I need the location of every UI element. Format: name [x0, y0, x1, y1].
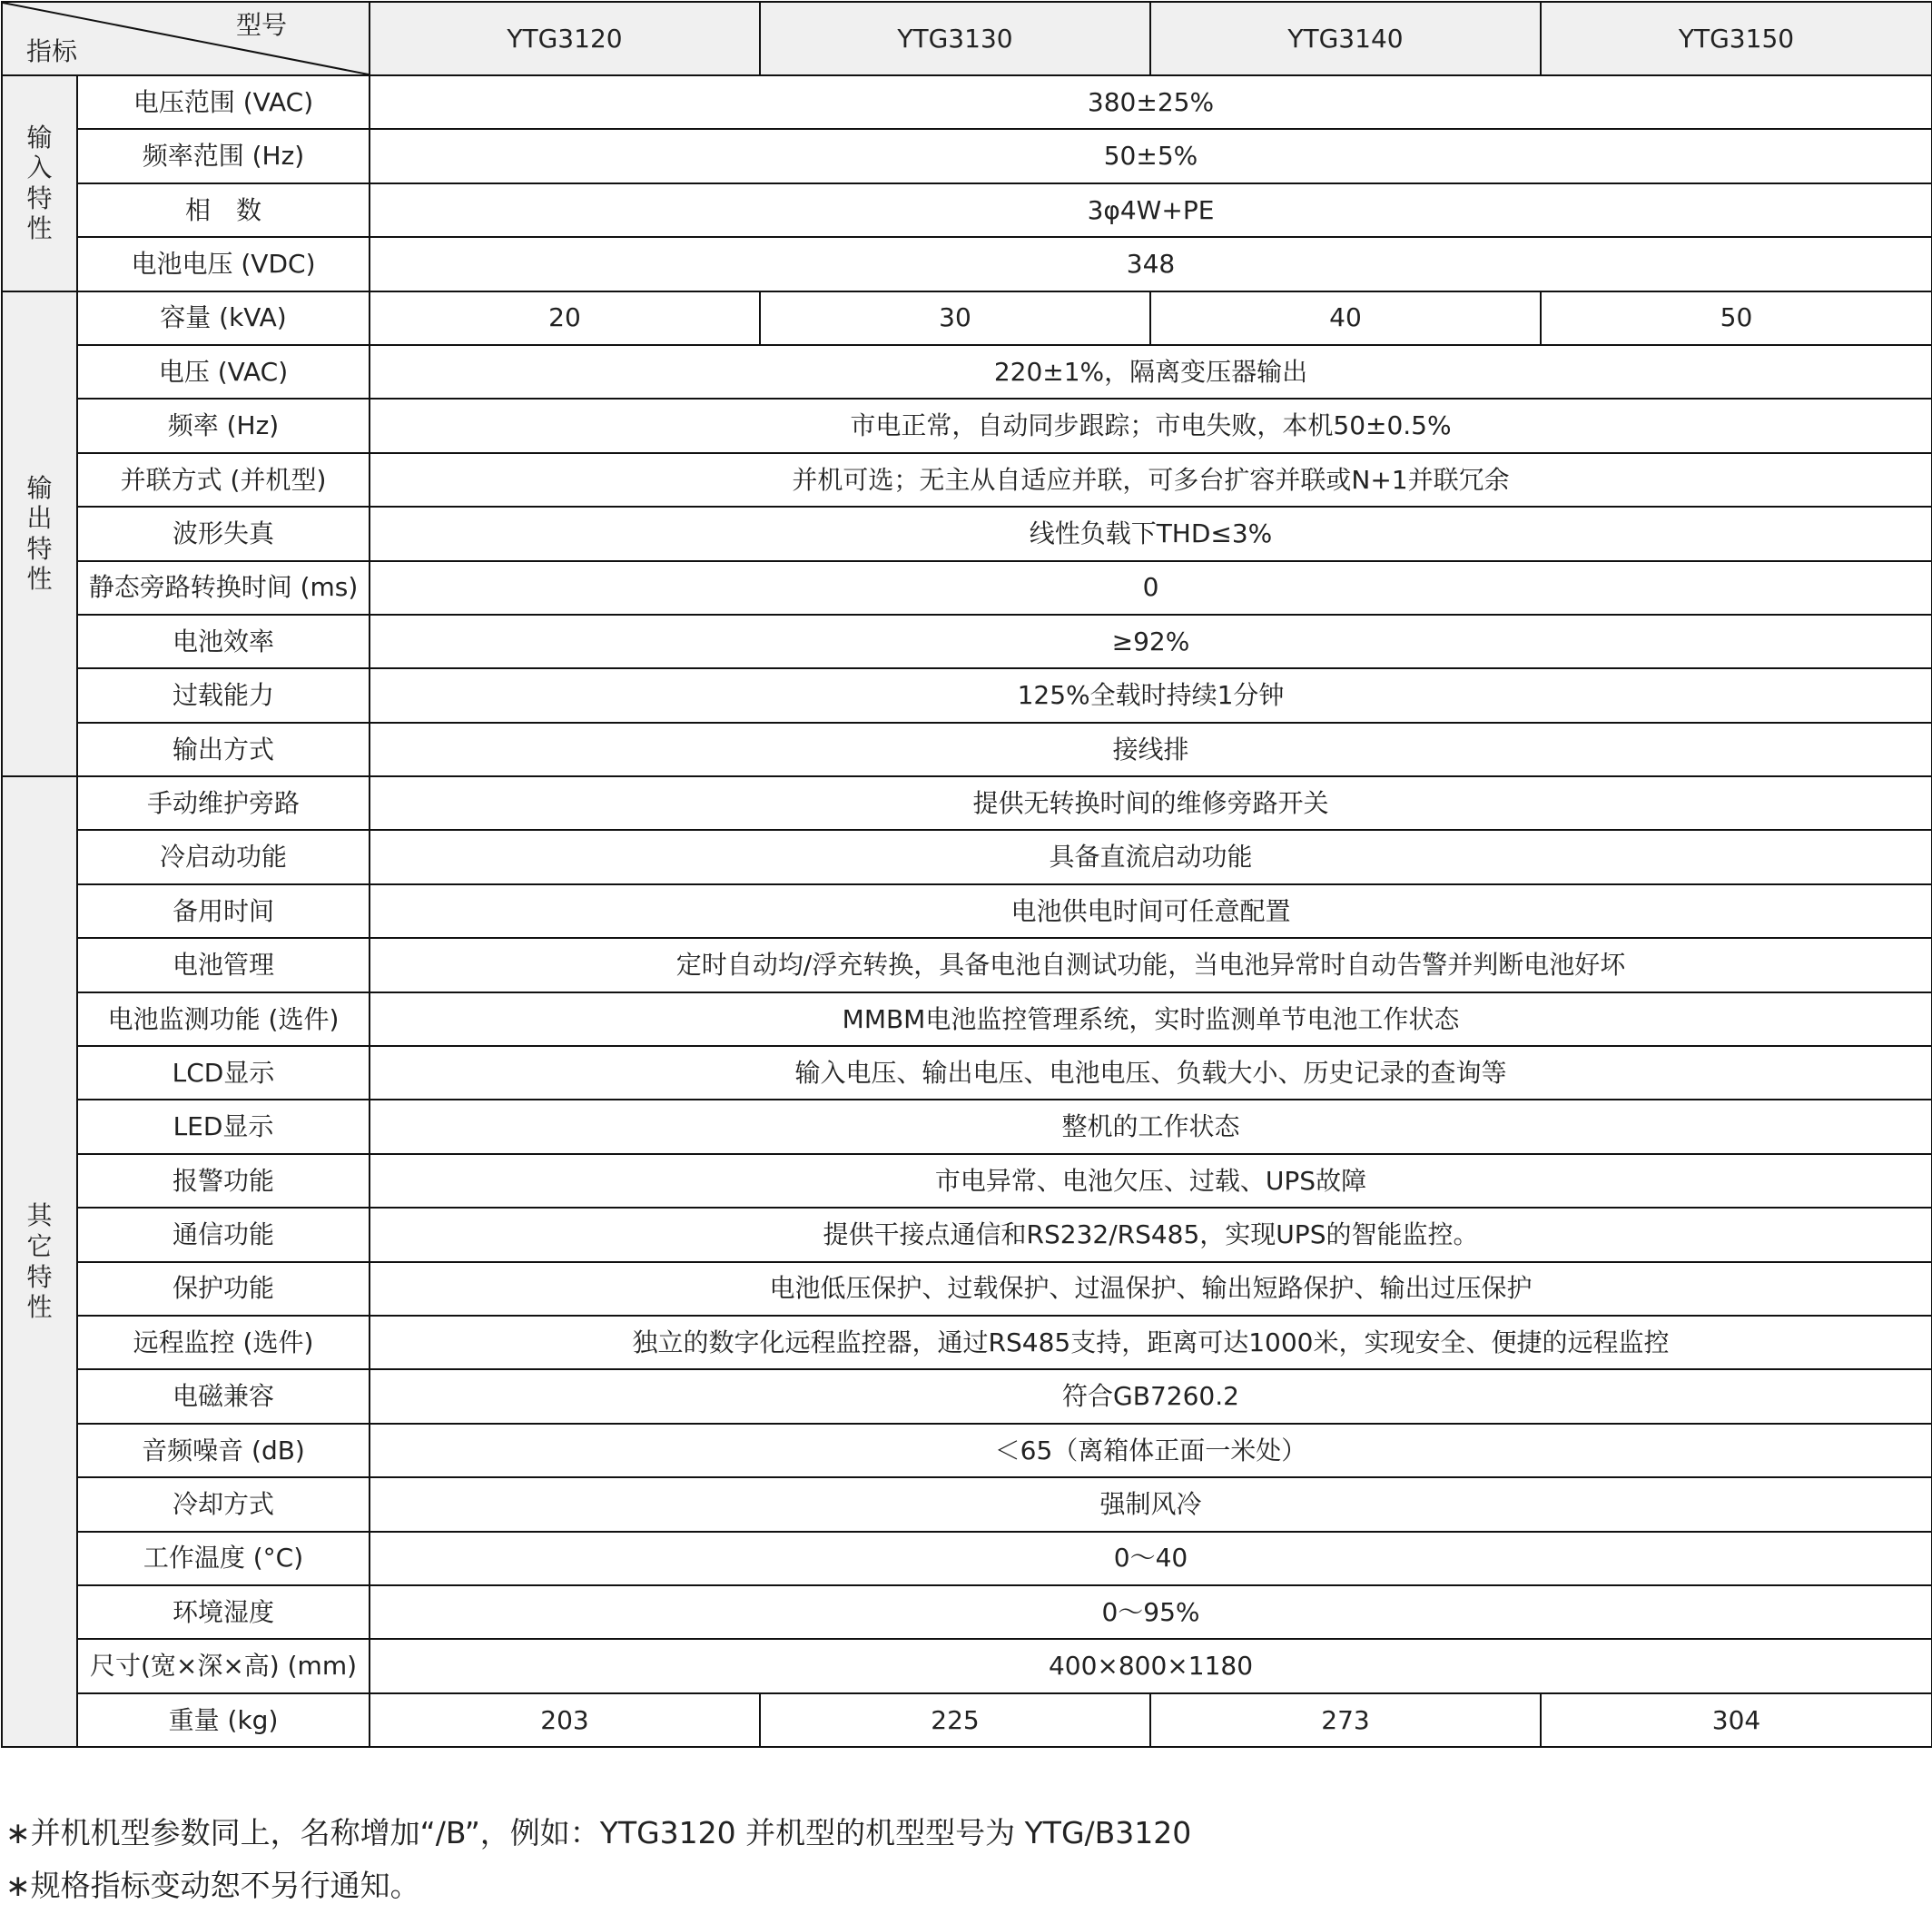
row-value: 50	[1541, 291, 1932, 345]
row-label: 环境湿度	[77, 1585, 370, 1639]
row-value: 输入电压、输出电压、电池电压、负载大小、历史记录的查询等	[370, 1046, 1932, 1100]
table-row	[2, 1424, 1932, 1477]
row-value: ≥92%	[370, 615, 1932, 668]
table-row	[2, 183, 1932, 237]
row-label: 通信功能	[77, 1208, 370, 1261]
table-row	[2, 1100, 1932, 1153]
row-value: 提供干接点通信和RS232/RS485，实现UPS的智能监控。	[370, 1208, 1932, 1261]
row-label: 电池电压 (VDC)	[77, 237, 370, 291]
table-row	[2, 237, 1932, 291]
table-row	[2, 561, 1932, 615]
indicator-header-label: 指标	[26, 36, 78, 67]
row-label: 手动维护旁路	[77, 776, 370, 830]
row-label: 电压范围 (VAC)	[77, 75, 370, 129]
table-row	[2, 1693, 1932, 1747]
spec-table	[1, 1, 1932, 1748]
row-value: 30	[760, 291, 1150, 345]
row-value: 348	[370, 237, 1932, 291]
row-label: 电池效率	[77, 615, 370, 668]
row-value: 203	[370, 1693, 760, 1747]
row-label: 远程监控 (选件)	[77, 1316, 370, 1369]
row-value: MMBM电池监控管理系统，实时监测单节电池工作状态	[370, 992, 1932, 1046]
row-label: 相 数	[77, 183, 370, 237]
row-label: 容量 (kVA)	[77, 291, 370, 345]
table-row	[2, 1262, 1932, 1316]
row-value: 40	[1150, 291, 1541, 345]
row-label: 工作温度 (°C)	[77, 1532, 370, 1585]
row-value: 市电异常、电池欠压、过载、UPS故障	[370, 1154, 1932, 1208]
group-label-input: 输入特性	[2, 75, 77, 291]
table-row	[2, 507, 1932, 560]
table-row	[2, 830, 1932, 883]
row-value: 220±1%，隔离变压器输出	[370, 345, 1932, 399]
row-value: 400×800×1180	[370, 1639, 1932, 1692]
row-label: 输出方式	[77, 723, 370, 776]
row-value: 0～40	[370, 1532, 1932, 1585]
table-row	[2, 1532, 1932, 1585]
table-row	[2, 668, 1932, 722]
row-label: 静态旁路转换时间 (ms)	[77, 561, 370, 615]
row-value: 提供无转换时间的维修旁路开关	[370, 776, 1932, 830]
row-value: 符合GB7260.2	[370, 1369, 1932, 1423]
row-value: 380±25%	[370, 75, 1932, 129]
header-row	[2, 2, 1932, 75]
row-label: 频率范围 (Hz)	[77, 129, 370, 183]
row-value: 定时自动均/浮充转换，具备电池自测试功能，当电池异常时自动告警并判断电池好坏	[370, 938, 1932, 992]
table-row	[2, 884, 1932, 938]
table-row	[2, 1585, 1932, 1639]
model-header: YTG3120	[370, 2, 760, 75]
table-row	[2, 453, 1932, 507]
row-value: 市电正常，自动同步跟踪；市电失败，本机50±0.5%	[370, 399, 1932, 452]
row-label: 波形失真	[77, 507, 370, 560]
row-value: 0～95%	[370, 1585, 1932, 1639]
row-value: 接线排	[370, 723, 1932, 776]
row-label: 并联方式 (并机型)	[77, 453, 370, 507]
row-label: 音频噪音 (dB)	[77, 1424, 370, 1477]
row-label: 电池监测功能 (选件)	[77, 992, 370, 1046]
row-value: 50±5%	[370, 129, 1932, 183]
table-row	[2, 1369, 1932, 1423]
row-label: 电磁兼容	[77, 1369, 370, 1423]
table-row	[2, 291, 1932, 345]
group-label-output: 输出特性	[2, 291, 77, 777]
model-header-label: 型号	[235, 10, 287, 40]
row-label: LCD显示	[77, 1046, 370, 1100]
row-value: 具备直流启动功能	[370, 830, 1932, 883]
table-row	[2, 345, 1932, 399]
row-value: 125%全载时持续1分钟	[370, 668, 1932, 722]
row-value: 225	[760, 1693, 1150, 1747]
table-row	[2, 1154, 1932, 1208]
table-row	[2, 992, 1932, 1046]
table-row	[2, 1477, 1932, 1531]
row-label: 报警功能	[77, 1154, 370, 1208]
table-row	[2, 399, 1932, 452]
table-row	[2, 1639, 1932, 1692]
row-label: 电压 (VAC)	[77, 345, 370, 399]
table-row	[2, 938, 1932, 992]
table-row	[2, 776, 1932, 830]
row-value: 电池低压保护、过载保护、过温保护、输出短路保护、输出过压保护	[370, 1262, 1932, 1316]
row-value: 3φ4W+PE	[370, 183, 1932, 237]
table-row	[2, 615, 1932, 668]
row-label: 保护功能	[77, 1262, 370, 1316]
group-label-other: 其它特性	[2, 776, 77, 1747]
corner-header-cell	[2, 2, 370, 75]
row-label: LED显示	[77, 1100, 370, 1153]
model-header: YTG3130	[760, 2, 1150, 75]
row-label: 电池管理	[77, 938, 370, 992]
footnote-parallel: ∗并机机型参数同上，名称增加“/B”，例如：YTG3120 并机型的机型型号为 YTG/B3120	[5, 1815, 1192, 1850]
footnotes	[5, 1807, 1191, 1912]
footnote-disclaimer: ∗规格指标变动恕不另行通知。	[5, 1868, 420, 1903]
row-label: 过载能力	[77, 668, 370, 722]
table-row	[2, 1046, 1932, 1100]
row-label: 频率 (Hz)	[77, 399, 370, 452]
row-label: 重量 (kg)	[77, 1693, 370, 1747]
row-label: 冷启动功能	[77, 830, 370, 883]
row-value: 304	[1541, 1693, 1932, 1747]
row-value: 273	[1150, 1693, 1541, 1747]
row-value: 强制风冷	[370, 1477, 1932, 1531]
row-value: 电池供电时间可任意配置	[370, 884, 1932, 938]
row-label: 备用时间	[77, 884, 370, 938]
row-value: 整机的工作状态	[370, 1100, 1932, 1153]
row-value: 0	[370, 561, 1932, 615]
row-label: 尺寸(宽×深×高) (mm)	[77, 1639, 370, 1692]
table-row	[2, 723, 1932, 776]
table-row	[2, 129, 1932, 183]
row-value: 并机可选；无主从自适应并联，可多台扩容并联或N+1并联冗余	[370, 453, 1932, 507]
row-label: 冷却方式	[77, 1477, 370, 1531]
model-header: YTG3140	[1150, 2, 1541, 75]
table-row	[2, 1208, 1932, 1261]
row-value: 线性负载下THD≤3%	[370, 507, 1932, 560]
model-header: YTG3150	[1541, 2, 1932, 75]
row-value: 独立的数字化远程监控器，通过RS485支持，距离可达1000米，实现安全、便捷的远程监控	[370, 1316, 1932, 1369]
row-value: ＜65（离箱体正面一米处）	[370, 1424, 1932, 1477]
table-row	[2, 75, 1932, 129]
table-row	[2, 1316, 1932, 1369]
row-value: 20	[370, 291, 760, 345]
